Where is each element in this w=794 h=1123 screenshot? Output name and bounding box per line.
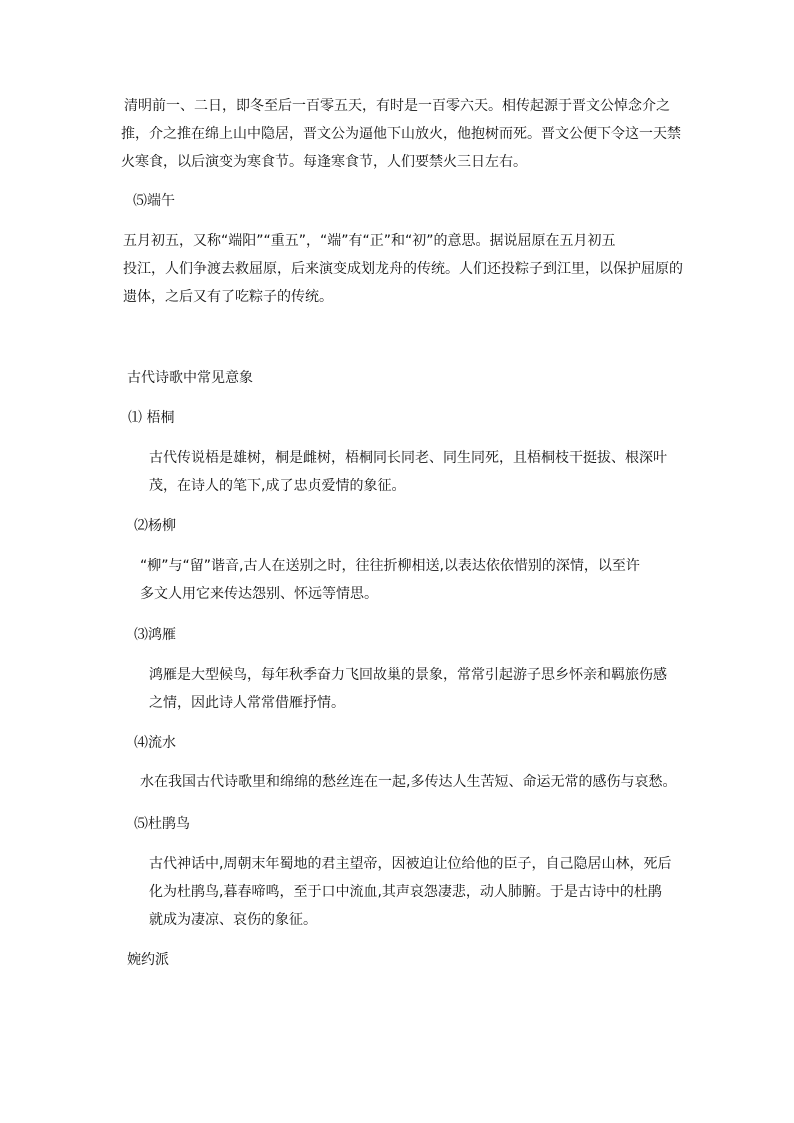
qingming-line-2: 推，介之推在绵上山中隐居，晋文公为逼他下山放火，他抱树而死。晋文公便下令这一天禁 bbox=[121, 126, 681, 142]
wanyue-title: 婉约派 bbox=[127, 952, 169, 968]
dujuan-line-3: 就成为凄凉、哀伤的象征。 bbox=[149, 912, 317, 928]
yangliu-heading: ⑵杨柳 bbox=[134, 518, 176, 534]
qingming-line-3: 火寒食，以后演变为寒食节。每逢寒食节，人们要禁火三日左右。 bbox=[121, 154, 527, 170]
hongyan-line-1: 鸿雁是大型候鸟，每年秋季奋力飞回故巢的景象，常常引起游子思乡怀亲和羁旅伤感 bbox=[149, 667, 667, 683]
wutong-line-2: 茂，在诗人的笔下,成了忠贞爱情的象征。 bbox=[149, 478, 406, 494]
yangliu-line-1: “柳”与“留”谐音,古人在送别之时，往往折柳相送,以表达依依惜别的深情，以至许 bbox=[140, 558, 640, 574]
hongyan-heading: ⑶鸿雁 bbox=[134, 627, 176, 643]
wutong-line-1: 古代传说梧是雄树，桐是雌树，梧桐同长同老、同生同死，且梧桐枝干挺拔、根深叶 bbox=[149, 450, 667, 466]
yangliu-line-2: 多文人用它来传达怨别、怀远等情思。 bbox=[140, 586, 378, 602]
duanwu-heading: ⑸端午 bbox=[133, 193, 175, 209]
qingming-line-1: 清明前一、二日，即冬至后一百零五天，有时是一百零六天。相传起源于晋文公悼念介之 bbox=[124, 98, 670, 114]
wutong-heading: ⑴ 梧桐 bbox=[128, 410, 175, 426]
hongyan-line-2: 之情，因此诗人常常借雁抒情。 bbox=[149, 695, 345, 711]
imagery-title: 古代诗歌中常见意象 bbox=[127, 370, 253, 386]
dujuan-heading: ⑸杜鹃鸟 bbox=[134, 816, 190, 832]
duanwu-line-1: 五月初五，又称“端阳”“重五”，“端”有“正”和“初”的意思。据说屈原在五月初五 bbox=[123, 233, 616, 249]
liushui-line-1: 水在我国古代诗歌里和绵绵的愁丝连在一起,多传达人生苦短、命运无常的感伤与哀愁。 bbox=[140, 774, 677, 790]
dujuan-line-2: 化为杜鹃鸟,暮春啼鸣，至于口中流血,其声哀怨凄悲，动人肺腑。于是古诗中的杜鹃 bbox=[149, 884, 662, 900]
duanwu-line-2: 投江，人们争渡去救屈原，后来演变成划龙舟的传统。人们还投粽子到江里，以保护屈原的 bbox=[123, 261, 683, 277]
duanwu-line-3: 遗体，之后又有了吃粽子的传统。 bbox=[123, 289, 333, 305]
dujuan-line-1: 古代神话中,周朝末年蜀地的君主望帝，因被迫让位给他的臣子，自己隐居山林，死后 bbox=[149, 856, 672, 872]
liushui-heading: ⑷流水 bbox=[134, 735, 176, 751]
